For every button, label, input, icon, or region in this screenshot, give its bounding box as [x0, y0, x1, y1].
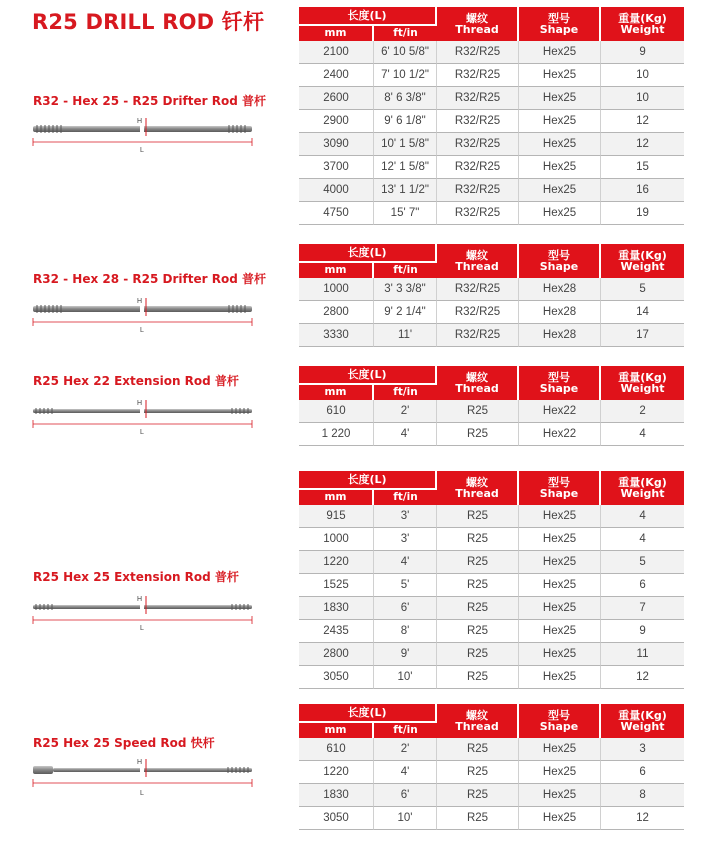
table-row [299, 738, 684, 761]
cell-mm: 610 [299, 738, 374, 761]
weight-header: 重量(Kg) Weight [601, 244, 684, 278]
drill-rod-drawing [30, 590, 255, 640]
cell-mm: 3050 [299, 666, 374, 689]
cell-mm: 3050 [299, 807, 374, 830]
cell-ftin: 10' 1 5/8" [374, 133, 437, 156]
drill-rod-drawing [30, 394, 255, 444]
cell-thread: R32/R25 [437, 278, 519, 301]
cell-shape: Hex25 [519, 179, 601, 202]
shape-header: 型号 Shape [519, 366, 601, 400]
cell-weight: 12 [601, 133, 684, 156]
h-label: H [137, 118, 143, 125]
cell-ftin: 7' 10 1/2" [374, 64, 437, 87]
cell-shape: Hex25 [519, 738, 601, 761]
cell-weight: 4 [601, 528, 684, 551]
cell-ftin: 6' 10 5/8" [374, 41, 437, 64]
drill-rod-drawing [30, 753, 255, 803]
weight-header: 重量(Kg) Weight [601, 7, 684, 41]
cell-shape: Hex25 [519, 64, 601, 87]
cell-shape: Hex25 [519, 528, 601, 551]
cell-weight: 6 [601, 574, 684, 597]
mm-header: mm [299, 385, 374, 400]
mm-header: mm [299, 26, 374, 41]
cell-shape: Hex25 [519, 784, 601, 807]
cell-ftin: 5' [374, 574, 437, 597]
cell-ftin: 6' [374, 597, 437, 620]
cell-ftin: 12' 1 5/8" [374, 156, 437, 179]
weight-header: 重量(Kg) Weight [601, 704, 684, 738]
cell-mm: 915 [299, 505, 374, 528]
cell-shape: Hex25 [519, 666, 601, 689]
shape-header: 型号 Shape [519, 704, 601, 738]
cell-weight: 6 [601, 761, 684, 784]
thread-header: 螺纹 Thread [437, 704, 519, 738]
cell-weight: 5 [601, 278, 684, 301]
cell-ftin: 9' [374, 643, 437, 666]
cell-thread: R25 [437, 666, 519, 689]
cell-thread: R25 [437, 505, 519, 528]
table-row [299, 156, 684, 179]
table-row [299, 597, 684, 620]
cell-mm: 1830 [299, 597, 374, 620]
cell-shape: Hex25 [519, 761, 601, 784]
shape-header: 型号 Shape [519, 471, 601, 505]
cell-weight: 12 [601, 110, 684, 133]
cell-thread: R25 [437, 761, 519, 784]
l-label: L [140, 429, 144, 436]
section-title: R32 - Hex 25 - R25 Drifter Rod 普杆 [33, 94, 266, 108]
cell-ftin: 11' [374, 324, 437, 347]
section-title: R25 Hex 22 Extension Rod 普杆 [33, 374, 239, 388]
cell-weight: 4 [601, 423, 684, 446]
cell-mm: 3330 [299, 324, 374, 347]
table-row [299, 784, 684, 807]
cell-shape: Hex22 [519, 400, 601, 423]
cell-mm: 3090 [299, 133, 374, 156]
table-row [299, 64, 684, 87]
cell-weight: 19 [601, 202, 684, 225]
cell-mm: 1220 [299, 551, 374, 574]
l-label: L [140, 147, 144, 154]
cell-mm: 4750 [299, 202, 374, 225]
table-row [299, 87, 684, 110]
length-header: 长度(L) [299, 366, 437, 385]
cell-weight: 2 [601, 400, 684, 423]
spec-table [299, 704, 684, 830]
ftin-header: ft/in [374, 385, 437, 400]
cell-weight: 12 [601, 807, 684, 830]
cell-mm: 2900 [299, 110, 374, 133]
section-title: R32 - Hex 28 - R25 Drifter Rod 普杆 [33, 272, 266, 286]
cell-mm: 3700 [299, 156, 374, 179]
cell-weight: 10 [601, 64, 684, 87]
cell-mm: 2435 [299, 620, 374, 643]
cell-weight: 4 [601, 505, 684, 528]
section-title: R25 Hex 25 Extension Rod 普杆 [33, 570, 239, 584]
table-row [299, 643, 684, 666]
cell-thread: R25 [437, 643, 519, 666]
cell-shape: Hex25 [519, 110, 601, 133]
length-header: 长度(L) [299, 471, 437, 490]
cell-thread: R25 [437, 423, 519, 446]
cell-ftin: 8' 6 3/8" [374, 87, 437, 110]
cell-mm: 1 220 [299, 423, 374, 446]
ftin-header: ft/in [374, 490, 437, 505]
cell-thread: R25 [437, 574, 519, 597]
cell-mm: 4000 [299, 179, 374, 202]
spec-table [299, 366, 684, 446]
l-label: L [140, 327, 144, 334]
cell-shape: Hex25 [519, 87, 601, 110]
section-title: R25 Hex 25 Speed Rod 快杆 [33, 736, 215, 750]
cell-ftin: 13' 1 1/2" [374, 179, 437, 202]
cell-ftin: 9' 2 1/4" [374, 301, 437, 324]
cell-thread: R32/R25 [437, 301, 519, 324]
cell-mm: 1525 [299, 574, 374, 597]
length-header: 长度(L) [299, 7, 437, 26]
spec-table [299, 471, 684, 689]
table-row [299, 551, 684, 574]
cell-ftin: 4' [374, 423, 437, 446]
table-row [299, 574, 684, 597]
cell-thread: R32/R25 [437, 41, 519, 64]
l-label: L [140, 790, 144, 797]
cell-weight: 9 [601, 41, 684, 64]
cell-ftin: 6' [374, 784, 437, 807]
h-label: H [137, 759, 143, 766]
cell-shape: Hex25 [519, 41, 601, 64]
cell-ftin: 10' [374, 666, 437, 689]
length-header: 长度(L) [299, 244, 437, 263]
ftin-header: ft/in [374, 263, 437, 278]
cell-shape: Hex28 [519, 324, 601, 347]
cell-mm: 2800 [299, 643, 374, 666]
weight-header: 重量(Kg) Weight [601, 471, 684, 505]
cell-shape: Hex25 [519, 551, 601, 574]
cell-shape: Hex28 [519, 301, 601, 324]
ftin-header: ft/in [374, 26, 437, 41]
cell-weight: 9 [601, 620, 684, 643]
table-row [299, 133, 684, 156]
cell-thread: R32/R25 [437, 133, 519, 156]
cell-shape: Hex22 [519, 423, 601, 446]
drill-rod-drawing [30, 112, 255, 162]
table-row [299, 505, 684, 528]
table-row [299, 41, 684, 64]
l-label: L [140, 625, 144, 632]
spec-table [299, 7, 684, 225]
cell-mm: 610 [299, 400, 374, 423]
spec-table [299, 244, 684, 347]
cell-ftin: 3' [374, 528, 437, 551]
cell-ftin: 15' 7" [374, 202, 437, 225]
cell-thread: R32/R25 [437, 179, 519, 202]
table-row [299, 400, 684, 423]
cell-weight: 16 [601, 179, 684, 202]
cell-ftin: 4' [374, 551, 437, 574]
cell-mm: 1220 [299, 761, 374, 784]
cell-shape: Hex25 [519, 202, 601, 225]
cell-ftin: 3' 3 3/8" [374, 278, 437, 301]
table-row [299, 761, 684, 784]
h-label: H [137, 298, 143, 305]
cell-shape: Hex25 [519, 156, 601, 179]
cell-thread: R25 [437, 597, 519, 620]
length-header: 长度(L) [299, 704, 437, 723]
ftin-header: ft/in [374, 723, 437, 738]
table-row [299, 179, 684, 202]
cell-weight: 17 [601, 324, 684, 347]
cell-weight: 11 [601, 643, 684, 666]
cell-thread: R25 [437, 400, 519, 423]
table-row [299, 423, 684, 446]
cell-mm: 1000 [299, 528, 374, 551]
shape-header: 型号 Shape [519, 244, 601, 278]
cell-thread: R25 [437, 528, 519, 551]
table-row [299, 324, 684, 347]
table-row [299, 528, 684, 551]
table-row [299, 666, 684, 689]
weight-header: 重量(Kg) Weight [601, 366, 684, 400]
cell-thread: R32/R25 [437, 202, 519, 225]
cell-thread: R32/R25 [437, 87, 519, 110]
cell-weight: 12 [601, 666, 684, 689]
cell-thread: R32/R25 [437, 110, 519, 133]
cell-ftin: 8' [374, 620, 437, 643]
cell-ftin: 9' 6 1/8" [374, 110, 437, 133]
cell-thread: R25 [437, 807, 519, 830]
thread-header: 螺纹 Thread [437, 244, 519, 278]
cell-shape: Hex25 [519, 807, 601, 830]
mm-header: mm [299, 263, 374, 278]
cell-weight: 15 [601, 156, 684, 179]
thread-header: 螺纹 Thread [437, 471, 519, 505]
cell-thread: R25 [437, 551, 519, 574]
cell-thread: R32/R25 [437, 156, 519, 179]
cell-shape: Hex25 [519, 574, 601, 597]
mm-header: mm [299, 490, 374, 505]
table-row [299, 807, 684, 830]
cell-ftin: 4' [374, 761, 437, 784]
cell-thread: R25 [437, 620, 519, 643]
thread-header: 螺纹 Thread [437, 366, 519, 400]
cell-mm: 2400 [299, 64, 374, 87]
table-row [299, 620, 684, 643]
table-row [299, 202, 684, 225]
table-row [299, 301, 684, 324]
cell-weight: 3 [601, 738, 684, 761]
cell-thread: R25 [437, 784, 519, 807]
cell-mm: 2100 [299, 41, 374, 64]
cell-shape: Hex25 [519, 505, 601, 528]
h-label: H [137, 596, 143, 603]
thread-header: 螺纹 Thread [437, 7, 519, 41]
cell-ftin: 10' [374, 807, 437, 830]
cell-shape: Hex28 [519, 278, 601, 301]
cell-weight: 5 [601, 551, 684, 574]
cell-shape: Hex25 [519, 597, 601, 620]
table-row [299, 278, 684, 301]
cell-weight: 14 [601, 301, 684, 324]
shape-header: 型号 Shape [519, 7, 601, 41]
table-row [299, 110, 684, 133]
cell-ftin: 3' [374, 505, 437, 528]
h-label: H [137, 400, 143, 407]
cell-mm: 2800 [299, 301, 374, 324]
cell-weight: 8 [601, 784, 684, 807]
drill-rod-drawing [30, 292, 255, 342]
cell-thread: R32/R25 [437, 64, 519, 87]
cell-ftin: 2' [374, 738, 437, 761]
cell-ftin: 2' [374, 400, 437, 423]
page-title: R25 DRILL ROD 钎杆 [32, 10, 265, 34]
cell-weight: 10 [601, 87, 684, 110]
cell-mm: 2600 [299, 87, 374, 110]
mm-header: mm [299, 723, 374, 738]
cell-shape: Hex25 [519, 133, 601, 156]
cell-mm: 1000 [299, 278, 374, 301]
cell-shape: Hex25 [519, 643, 601, 666]
cell-weight: 7 [601, 597, 684, 620]
cell-mm: 1830 [299, 784, 374, 807]
cell-thread: R32/R25 [437, 324, 519, 347]
cell-thread: R25 [437, 738, 519, 761]
cell-shape: Hex25 [519, 620, 601, 643]
